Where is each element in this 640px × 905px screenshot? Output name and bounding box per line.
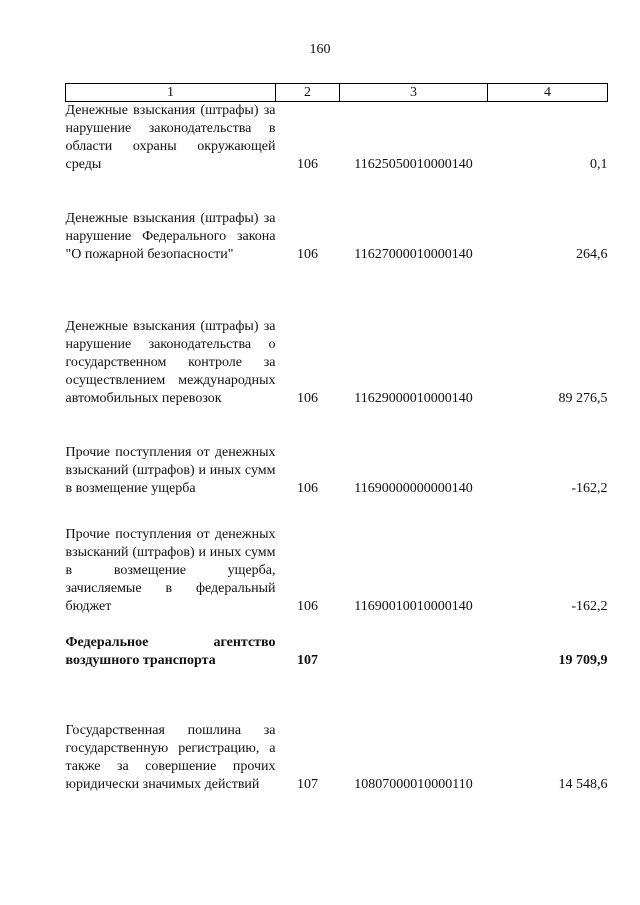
column-header-4: 4: [488, 84, 608, 102]
row-amount: -162,2: [571, 481, 608, 496]
page-number: 160: [309, 42, 331, 57]
row-name: Государственная пошлина за государственную регистрацию, а также за совершение прочих юридически значимых действий: [65, 723, 276, 792]
row-revenue-code: 11625050010000140: [354, 157, 473, 172]
header-row: [66, 84, 608, 102]
revenue-table: [65, 83, 608, 794]
row-revenue-code: [340, 616, 488, 670]
row-amount: -162,2: [571, 599, 608, 614]
row-revenue-code: 11690000000000140: [354, 481, 473, 496]
row-admin-code: 106: [297, 481, 318, 496]
table-row: [66, 264, 608, 408]
column-header-2: 2: [276, 84, 340, 102]
row-amount: 0,1: [590, 157, 608, 172]
row-admin-code: 106: [297, 599, 318, 614]
row-admin-code: 106: [297, 247, 318, 262]
row-revenue-code: 11690010010000140: [354, 599, 473, 614]
column-header-3: 3: [340, 84, 488, 102]
row-name: Денежные взыскания (штрафы) за нарушение Федерального закона "О пожарной безопасности": [65, 211, 276, 262]
row-revenue-code: 11627000010000140: [354, 247, 473, 262]
row-amount: 89 276,5: [558, 391, 608, 406]
row-revenue-code: 10807000010000110: [354, 777, 473, 792]
table-row: [66, 174, 608, 264]
table-row: [66, 670, 608, 794]
table-row: [66, 408, 608, 498]
row-admin-code: 107: [297, 653, 318, 668]
row-admin-code: 106: [297, 157, 318, 172]
row-amount: 264,6: [576, 247, 608, 262]
column-header-1: 1: [66, 84, 276, 102]
row-amount: 14 548,6: [558, 777, 608, 792]
row-name: Прочие поступления от денежных взысканий (штрафов) и иных сумм в возмещение ущерба: [65, 445, 276, 496]
table-row: [66, 102, 608, 175]
table-row: [66, 498, 608, 616]
row-revenue-code: 11629000010000140: [354, 391, 473, 406]
row-name: Прочие поступления от денежных взысканий (штрафов) и иных сумм в возмещение ущерба, зачисляемые в федеральный бюджет: [65, 527, 276, 614]
row-name: Денежные взыскания (штрафы) за нарушение законодательства в области охраны окружающей среды: [65, 103, 276, 172]
row-name: Денежные взыскания (штрафы) за нарушение законодательства о государственном контроле за осуществлением международных автомобильных перевозок: [65, 319, 276, 406]
table-row: [66, 616, 608, 670]
row-admin-code: 107: [297, 777, 318, 792]
row-amount: 19 709,9: [558, 653, 608, 668]
row-admin-code: 106: [297, 391, 318, 406]
row-name: Федеральное агентство воздушного транспорта: [65, 635, 276, 668]
